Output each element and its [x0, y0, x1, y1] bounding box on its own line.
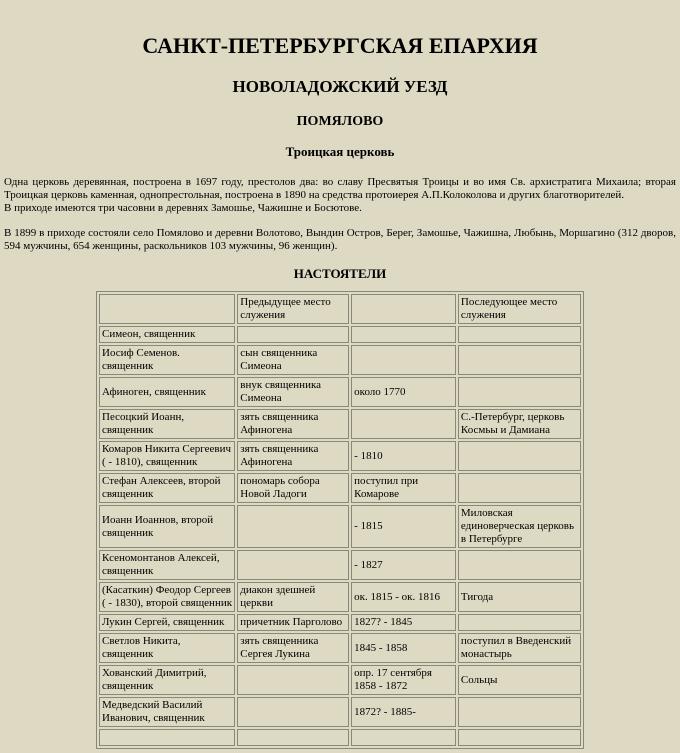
dates-cell: 1827? - 1845 — [351, 614, 456, 631]
dates-cell — [351, 729, 456, 746]
table-row — [99, 697, 581, 727]
dates-cell: - 1815 — [351, 505, 456, 548]
next-service-cell — [458, 441, 581, 471]
church-title: Троицкая церковь — [285, 144, 395, 159]
header-cell — [99, 294, 235, 324]
village-title: ПОМЯЛОВО — [296, 114, 384, 129]
next-service-cell — [458, 550, 581, 580]
previous-service-cell — [237, 697, 349, 727]
header-cell: Предыдущее место служения — [237, 294, 349, 324]
dates-cell — [351, 409, 456, 439]
description-text-2: В приходе имеются три часовни в деревнях Замошье, Чажишне и Босютове. — [4, 202, 362, 214]
dates-cell: поступил при Комарове — [351, 473, 456, 503]
next-service-cell — [458, 729, 581, 746]
clergy-name-cell: Иоанн Иоаннов, второй священник — [99, 505, 235, 548]
table-row — [99, 665, 581, 695]
dates-cell — [351, 326, 456, 343]
next-service-cell: С.-Петербург, церковь Космьы и Дамиана — [458, 409, 581, 439]
clergy-name-cell: Медведский Василий Иванович, священник — [99, 697, 235, 727]
table-row — [99, 614, 581, 631]
previous-service-cell: зять священника Сергея Лукина — [237, 633, 349, 663]
dates-cell: - 1810 — [351, 441, 456, 471]
description-paragraph-2: В 1899 в приходе состояли село Помялово и деревни Волотово, Вындин Остров, Берег, Замошье, Чажишна, Любынь, Моршагино (312 дворов, 594 мужчины, 654 женщины, раскольников 103 мужчины, 96 женщин). — [4, 227, 676, 252]
dates-cell: около 1770 — [351, 377, 456, 407]
next-service-cell: Миловская единоверческая церковь в Петербурге — [458, 505, 581, 548]
previous-service-cell — [237, 550, 349, 580]
previous-service-cell — [237, 665, 349, 695]
table-row — [99, 633, 581, 663]
description-paragraph-1 — [4, 176, 676, 215]
next-service-cell — [458, 326, 581, 343]
clergy-name-cell — [99, 729, 235, 746]
previous-service-cell: сын священника Симеона — [237, 345, 349, 375]
next-service-cell — [458, 697, 581, 727]
clergy-table-body — [99, 294, 581, 746]
previous-service-cell — [237, 326, 349, 343]
clergy-section-title: НАСТОЯТЕЛИ — [293, 266, 387, 281]
clergy-name-cell: Хованский Димитрий, священник — [99, 665, 235, 695]
dates-cell: опр. 17 сентября 1858 - 1872 — [351, 665, 456, 695]
dates-cell: ок. 1815 - ок. 1816 — [351, 582, 456, 612]
next-service-cell: Тигода — [458, 582, 581, 612]
page — [0, 33, 680, 749]
table-row — [99, 345, 581, 375]
clergy-name-cell: Стефан Алексеев, второй священник — [99, 473, 235, 503]
clergy-name-cell: Лукин Сергей, священник — [99, 614, 235, 631]
previous-service-cell: зять священника Афиногена — [237, 409, 349, 439]
next-service-cell — [458, 377, 581, 407]
clergy-name-cell: Иосиф Семенов. священник — [99, 345, 235, 375]
table-header-row — [99, 294, 581, 324]
clergy-table — [96, 291, 584, 749]
next-service-cell — [458, 473, 581, 503]
previous-service-cell: внук священника Симеона — [237, 377, 349, 407]
dates-cell: - 1827 — [351, 550, 456, 580]
clergy-name-cell: Песоцкий Иоанн, священник — [99, 409, 235, 439]
clergy-name-cell: Светлов Никита, священник — [99, 633, 235, 663]
dates-cell: 1845 - 1858 — [351, 633, 456, 663]
header-cell — [351, 294, 456, 324]
table-row — [99, 377, 581, 407]
table-row — [99, 729, 581, 746]
table-row — [99, 326, 581, 343]
header-cell: Последующее место служения — [458, 294, 581, 324]
next-service-cell — [458, 614, 581, 631]
next-service-cell: Сольцы — [458, 665, 581, 695]
table-row — [99, 505, 581, 548]
dates-cell — [351, 345, 456, 375]
dates-cell: 1872? - 1885- — [351, 697, 456, 727]
clergy-name-cell: Афиноген, священник — [99, 377, 235, 407]
clergy-name-cell: Комаров Никита Сергеевич ( - 1810), священник — [99, 441, 235, 471]
previous-service-cell: причетник Парголово — [237, 614, 349, 631]
clergy-name-cell: Симеон, священник — [99, 326, 235, 343]
table-row — [99, 582, 581, 612]
previous-service-cell — [237, 729, 349, 746]
table-row — [99, 473, 581, 503]
uezd-title: НОВОЛАДОЖСКИЙ УЕЗД — [232, 77, 448, 96]
next-service-cell: поступил в Введенский монастырь — [458, 633, 581, 663]
table-row — [99, 441, 581, 471]
previous-service-cell — [237, 505, 349, 548]
clergy-name-cell: (Касаткин) Феодор Сергеев ( - 1830), второй священник — [99, 582, 235, 612]
description-text-1: Одна церковь деревянная, построена в 1697 году, престолов два: во славу Пресвятыя Троицы и во имя Св. архистратига Михаила; вторая Троицкая церковь каменная, однопрестольная, построена в 1890 на средства протоиерея А.П.Колоколова и других благотворителей. — [4, 176, 676, 201]
previous-service-cell: пономарь собора Новой Ладоги — [237, 473, 349, 503]
table-row — [99, 550, 581, 580]
previous-service-cell: диакон здешней церкви — [237, 582, 349, 612]
next-service-cell — [458, 345, 581, 375]
previous-service-cell: зять священника Афиногена — [237, 441, 349, 471]
table-row — [99, 409, 581, 439]
clergy-name-cell: Ксеномонтанов Алексей, священник — [99, 550, 235, 580]
eparchy-title: САНКТ-ПЕТЕРБУРГСКАЯ ЕПАРХИЯ — [142, 33, 538, 58]
